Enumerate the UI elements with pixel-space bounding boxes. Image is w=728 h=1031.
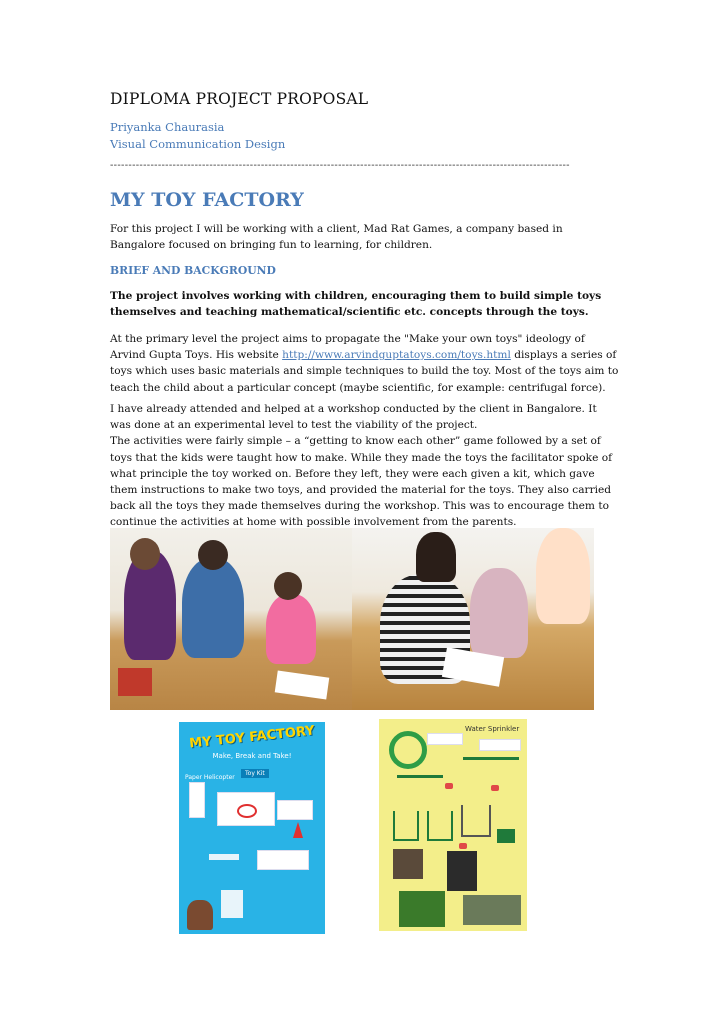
ideology-text-end: displays a series of toys which uses basic materials and simple techniques to build the toy. Most of the toys aim to teach the child about a particular concept (maybe scientific, for example: centrifugal force). (110, 349, 619, 394)
paper-helicopter (221, 890, 243, 918)
child-figure (470, 568, 528, 658)
child-photo (187, 900, 213, 930)
child-head (274, 572, 302, 600)
instruction-photo (463, 895, 521, 925)
poster-subtitle: Make, Break and Take! (212, 752, 292, 760)
arvind-gupta-link[interactable]: http://www.arvindguptatoys.com/toys.html (282, 349, 511, 362)
workshop-paragraphs (110, 401, 620, 531)
poster-title: MY TOY FACTORY (188, 723, 316, 752)
project-heading: MY TOY FACTORY (110, 189, 304, 211)
instruction-photo (399, 891, 445, 927)
ideology-text-start: At the primary level the project aims to propagate the "Make your own toys" ideology of Arvind Gupta Toys. His website (110, 333, 585, 362)
straw-shape (397, 775, 443, 778)
child-figure (266, 594, 316, 664)
child-figure (536, 528, 590, 624)
poster-title: Water Sprinkler (465, 725, 520, 733)
instruction-card (189, 782, 205, 818)
child-head (130, 538, 160, 570)
arrow-icon (445, 783, 453, 789)
straw-shape (497, 829, 515, 843)
activities-paragraph: The activities were fairly simple – a “getting to know each other” game followed by a set of toys that the kids were taught how to make. While they made the toys the facilitator spoke of what principle the toy worked on. Before they left, they were each given a kit, which gave them instructions to make two toys, and provided the material for the toys. They also carried back all the toys they made themselves during the workshop. This was to encourage them to continue the activities at home with possible involvement from the parents. (110, 435, 613, 529)
section-subheading: BRIEF AND BACKGROUND (110, 264, 276, 277)
arrow-icon (491, 785, 499, 791)
arrow-icon (293, 822, 303, 838)
instruction-card (277, 800, 313, 820)
document-title: DIPLOMA PROJECT PROPOSAL (110, 90, 369, 108)
instruction-photo (447, 851, 477, 891)
poster-kit-badge: Toy Kit (241, 769, 269, 778)
instruction-card (257, 850, 309, 870)
intro-paragraph: For this project I will be working with a client, Mad Rat Games, a company based in Bangalore focused on bringing fun to learning, for children. (110, 223, 563, 252)
ideology-paragraph (110, 331, 620, 396)
straw-shape (463, 757, 519, 760)
paper-sheet (118, 668, 152, 696)
stand-shape (461, 805, 491, 837)
water-sprinkler-poster (379, 719, 527, 931)
child-head (198, 540, 228, 570)
arrow-icon (459, 843, 467, 849)
divider-rule: ----------------------------------------------------------------------------------------------------------------------------- (110, 160, 570, 171)
paper-sheet (275, 670, 330, 699)
workshop-photo-right (352, 528, 594, 710)
child-figure (182, 558, 244, 658)
instruction-card (479, 739, 521, 751)
instruction-card (427, 733, 463, 745)
poster-toy-label: Paper Helicopter (185, 774, 235, 781)
scissors-icon (237, 804, 257, 818)
summary-paragraph: The project involves working with children, encouraging them to build simple toys themselves and teaching mathematical/scientific etc. concepts through the toys. (110, 290, 602, 319)
toy-kit-poster (179, 722, 325, 934)
paper-helicopter (209, 854, 239, 860)
instruction-photo (393, 849, 423, 879)
ring-icon (389, 731, 427, 769)
stand-shape (393, 811, 419, 841)
department-name: Visual Communication Design (110, 137, 286, 151)
stand-shape (427, 811, 453, 841)
workshop-photo-left (110, 528, 352, 710)
author-name: Priyanka Chaurasia (110, 120, 225, 134)
child-head (416, 532, 456, 582)
workshop-paragraph: I have already attended and helped at a workshop conducted by the client in Bangalore. It was done at an experimental level to test the viability of the project. (110, 403, 597, 432)
